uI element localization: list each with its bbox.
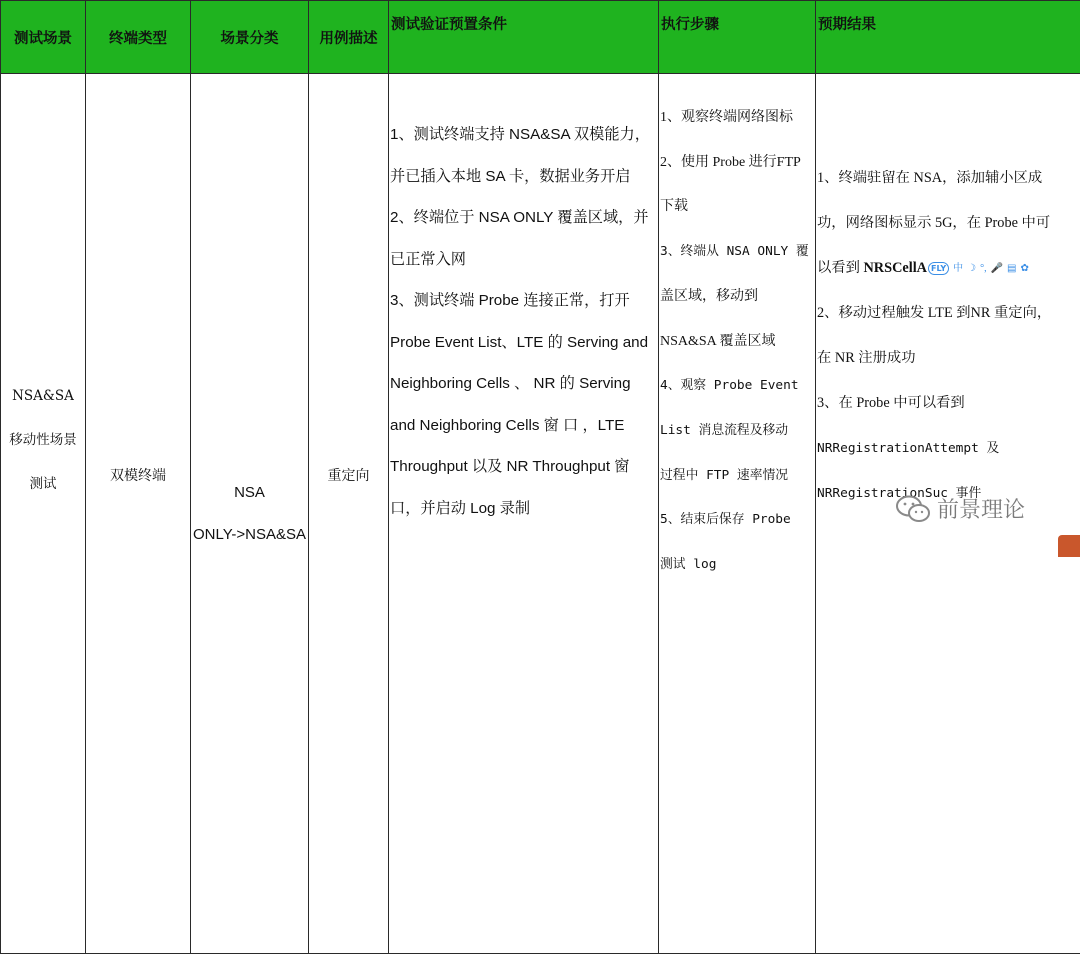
header-test-scene: 测试场景 bbox=[1, 1, 86, 74]
cell-execution-steps: 1、观察终端网络图标 2、使用 Probe 进行FTP 下载 3、终端从 NSA ONLY 覆 盖区域，移动到 NSA&SA 覆盖区域 4、观察 Probe Event List 消息流程及移动 过程中 FTP 速率情况 5、结束后保存 Probe 测试 log bbox=[659, 74, 816, 954]
chinese-mode-icon[interactable]: 中 bbox=[953, 263, 963, 275]
watermark bbox=[895, 493, 1025, 524]
cell-test-scene: NSA&SA 移动性场景 测试 bbox=[1, 74, 86, 954]
input-toolbar[interactable] bbox=[928, 262, 1029, 275]
header-scene-category: 场景分类 bbox=[191, 1, 309, 74]
punctuation-icon[interactable]: °, bbox=[980, 263, 987, 275]
watermark-text: 前景理论 bbox=[937, 493, 1025, 524]
fly-badge-icon[interactable]: FLY bbox=[928, 262, 949, 275]
moon-icon[interactable]: ☽ bbox=[967, 263, 976, 275]
keyboard-icon[interactable]: ▤ bbox=[1007, 263, 1016, 275]
header-case-description: 用例描述 bbox=[309, 1, 389, 74]
header-terminal-type: 终端类型 bbox=[86, 1, 191, 74]
header-row bbox=[1, 1, 1080, 74]
settings-icon[interactable]: ✿ bbox=[1021, 263, 1029, 275]
cell-preconditions: 1、测试终端支持 NSA&SA 双模能力， 并已插入本地 SA 卡，数据业务开启 2、终端位于 NSA ONLY 覆盖区域，并 已正常入网 3、测试终端 Probe 连接正常，打开 Probe Event List、LTE 的 Serving and Neighboring Cells 、 NR 的 Serving and Neighboring Cells 窗 口 ，LTE Throughput 以及 NR Throughput 窗 口，并启动 Log 录制 bbox=[389, 74, 659, 954]
cell-scene-category: NSA ONLY->NSA&SA bbox=[191, 74, 309, 954]
header-expected-result: 预期结果 bbox=[816, 1, 1080, 74]
header-preconditions: 测试验证预置条件 bbox=[389, 1, 659, 74]
cell-case-description: 重定向 bbox=[309, 74, 389, 954]
microphone-icon[interactable]: 🎤 bbox=[991, 263, 1003, 275]
cell-expected-result: 1、终端驻留在 NSA，添加辅小区成 功，网络图标显示 5G，在 Probe 中可 以看到 NRSCellA FLY 中 ☽ °, 🎤 ▤ ✿ 2、移动过程触发 LTE 到NR 重定向， 在 NR 注册成功 3、在 Probe 中可以看到 NRRegistrationAttempt 及 NRRegistrationSuc 事件 bbox=[816, 74, 1080, 954]
wechat-icon bbox=[895, 494, 931, 524]
cell-terminal-type: 双模终端 bbox=[86, 74, 191, 954]
header-execution-steps: 执行步骤 bbox=[659, 1, 816, 74]
corner-avatar-icon bbox=[1058, 535, 1080, 557]
